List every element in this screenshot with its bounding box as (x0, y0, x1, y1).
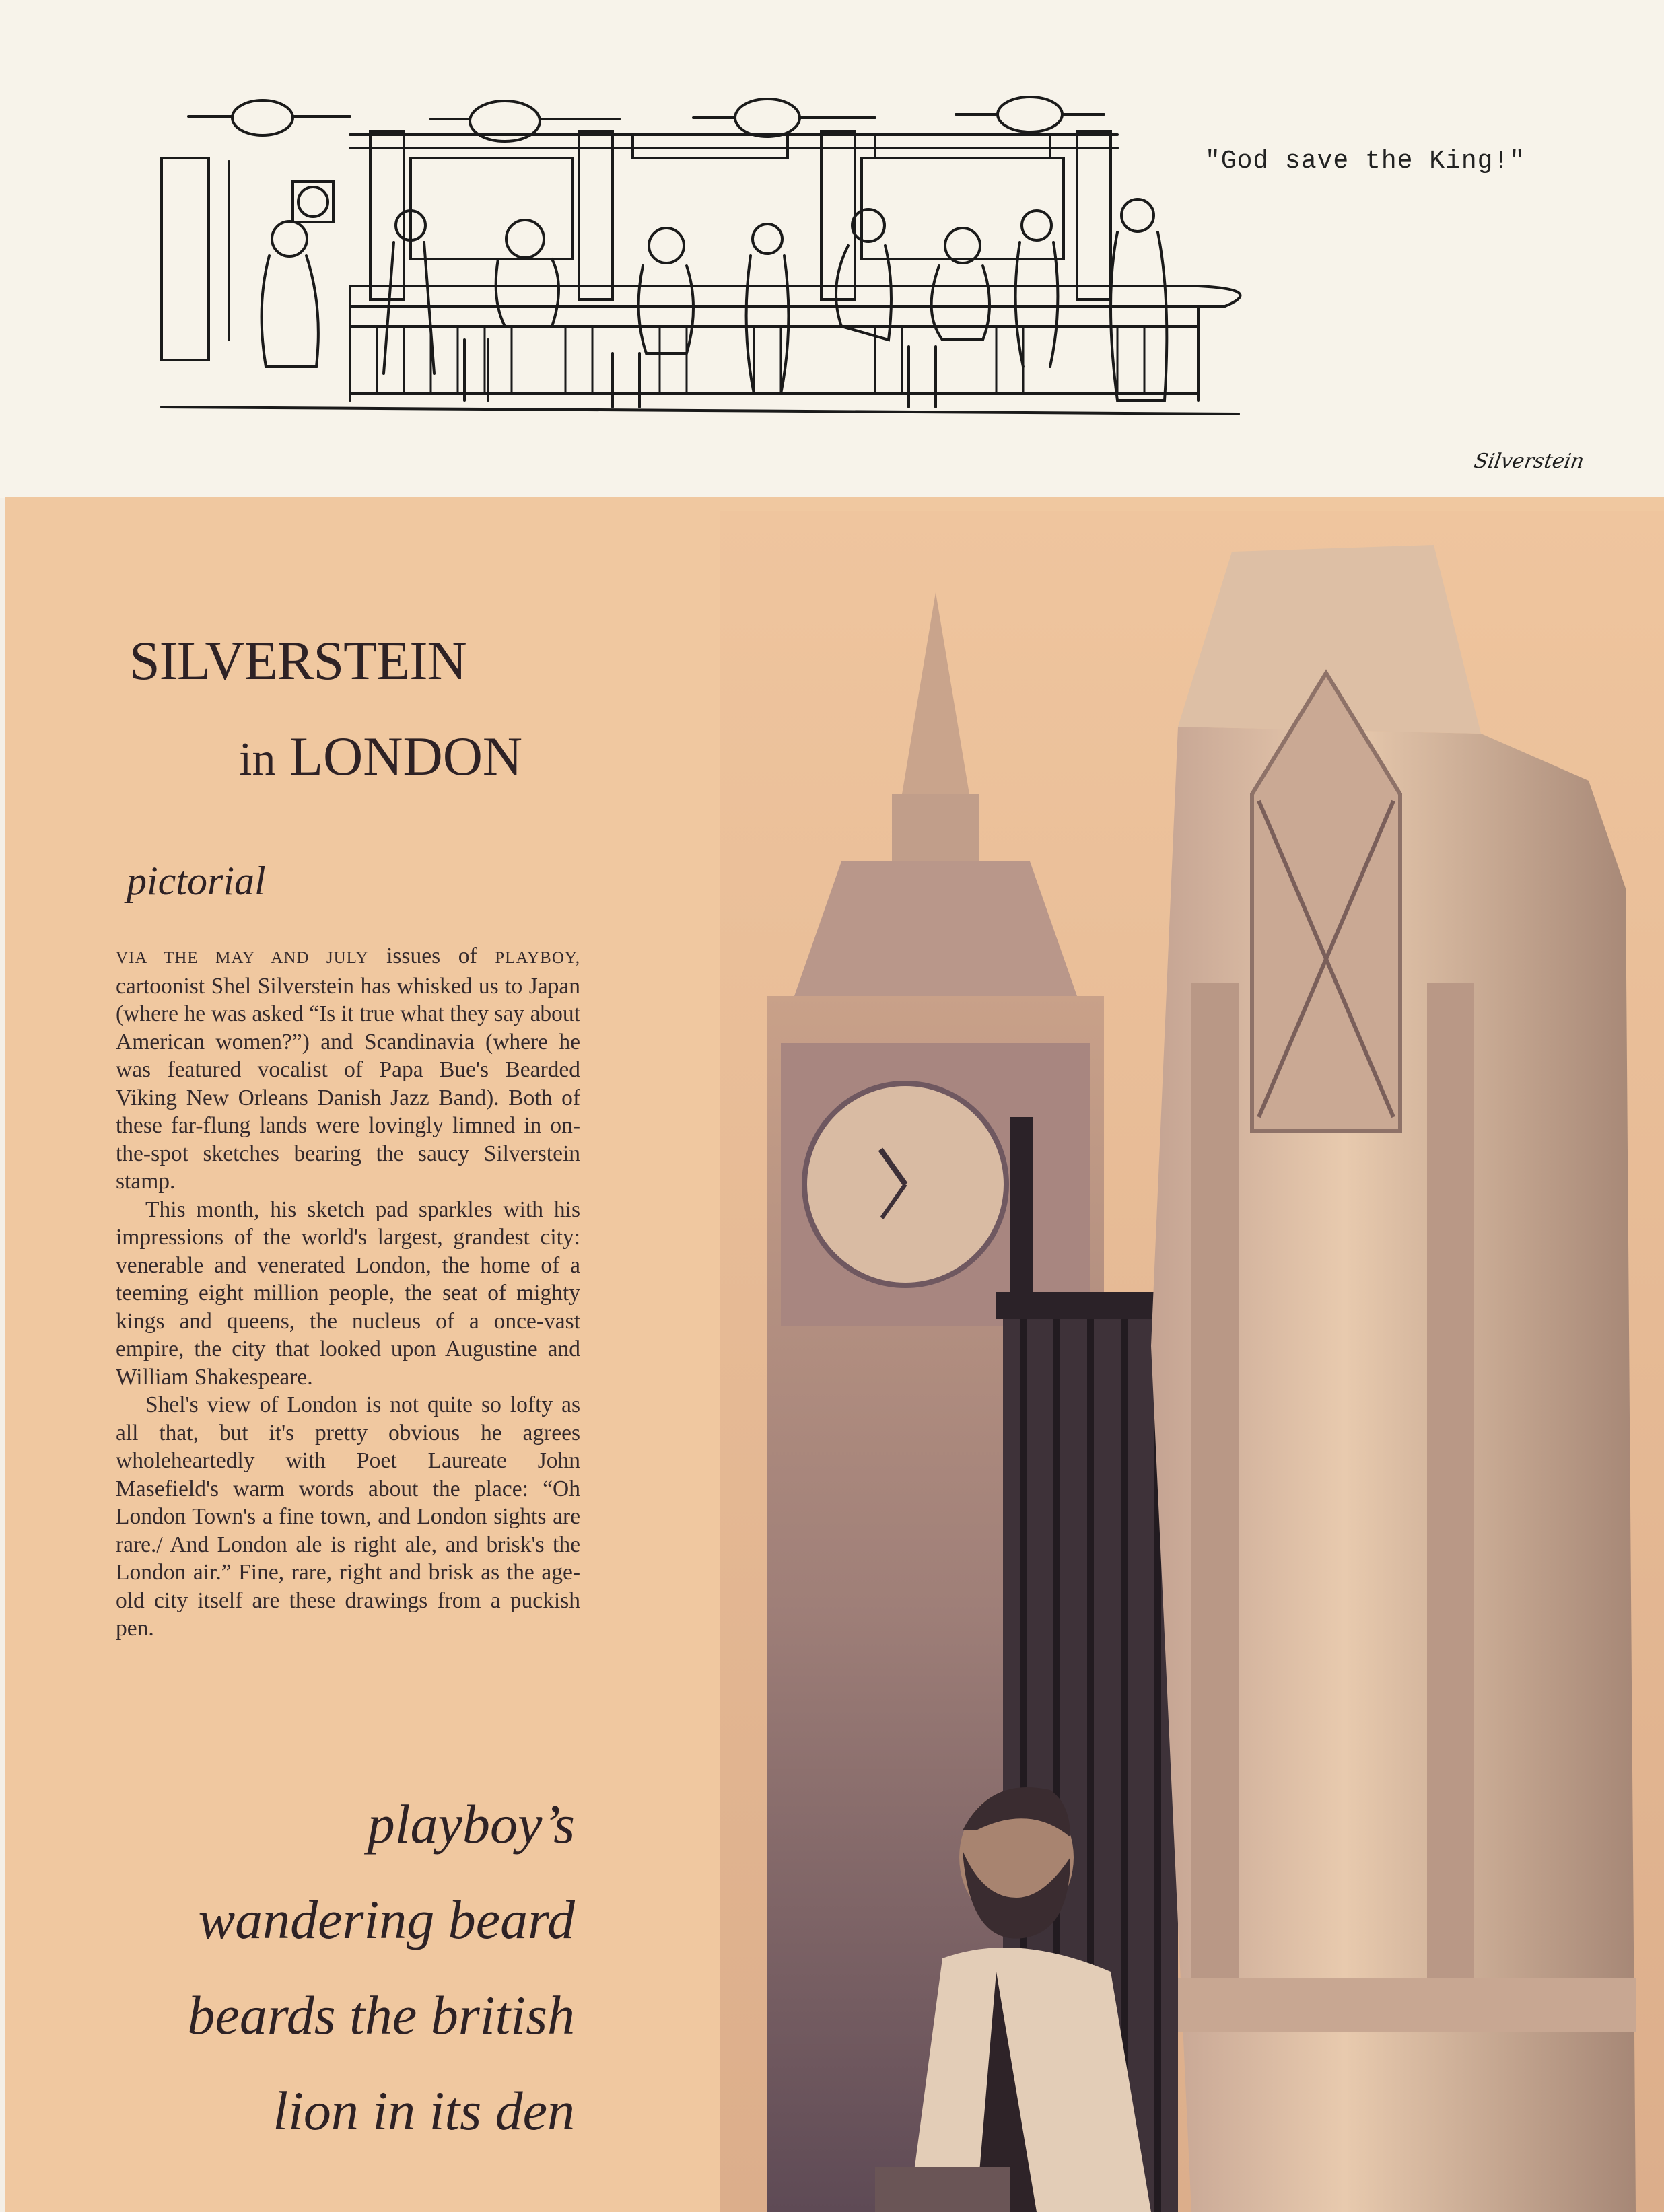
magazine-name: PLAYBOY, (495, 949, 580, 967)
article-body (116, 942, 580, 1643)
para1-mid: issues of (368, 943, 495, 968)
title-main: LONDON (289, 725, 523, 787)
artist-signature: Silverstein (1471, 450, 1586, 473)
paragraph-3: Shel's view of London is not quite so lofty as all that, but it's pretty obvious he agrees wholeheartedly with Poet Laureate John Masefield's warm words about the place: “Oh London Town's a fine town, and London sights are rare./ And London ale is right ale, and brisk's the London air.” Fine, rare, right and brisk as the age-old city itself are these drawings from a puckish pen. (116, 1392, 580, 1641)
tagline-line: playboy’s (367, 1793, 575, 1855)
tagline (114, 1777, 575, 2159)
cartoon-strip (0, 0, 1664, 498)
article-title-line1: SILVERSTEIN (129, 630, 466, 691)
big-ben-photo (720, 511, 1664, 2212)
para1-rest: cartoonist Shel Silverstein has whisked us to Japan (where he was asked “Is it true what they say about American women?”) and Scandinavia (where he was featured vocalist of Papa Bue's Bearded Viking New Orleans Danish Jazz Band). Both of these far-flung lands were lovingly limned in on-the-spot sketches bearing the saucy Silverstein stamp. (116, 973, 580, 1194)
paragraph-1 (116, 942, 580, 1196)
tagline-line: wandering beard (198, 1889, 575, 1950)
cartoon-caption: "God save the King!" (1205, 147, 1526, 176)
pub-bar-sketch (148, 84, 1252, 448)
article-title-line2 (239, 725, 522, 788)
title-prefix: in (239, 734, 276, 785)
paragraph-2: This month, his sketch pad sparkles with his impressions of the world's largest, grandest city: venerable and venerated London, the home of a teeming eight million people, the seat of mighty kings and queens, the nucleus of a once-vast empire, the city that looked upon Augustine and William Shakespeare. (116, 1197, 580, 1390)
lead-in: VIA THE MAY AND JULY (116, 949, 369, 967)
tagline-line: lion in its den (273, 2080, 575, 2141)
section-label: pictorial (127, 859, 266, 903)
tagline-line: beards the british (187, 1985, 575, 2046)
